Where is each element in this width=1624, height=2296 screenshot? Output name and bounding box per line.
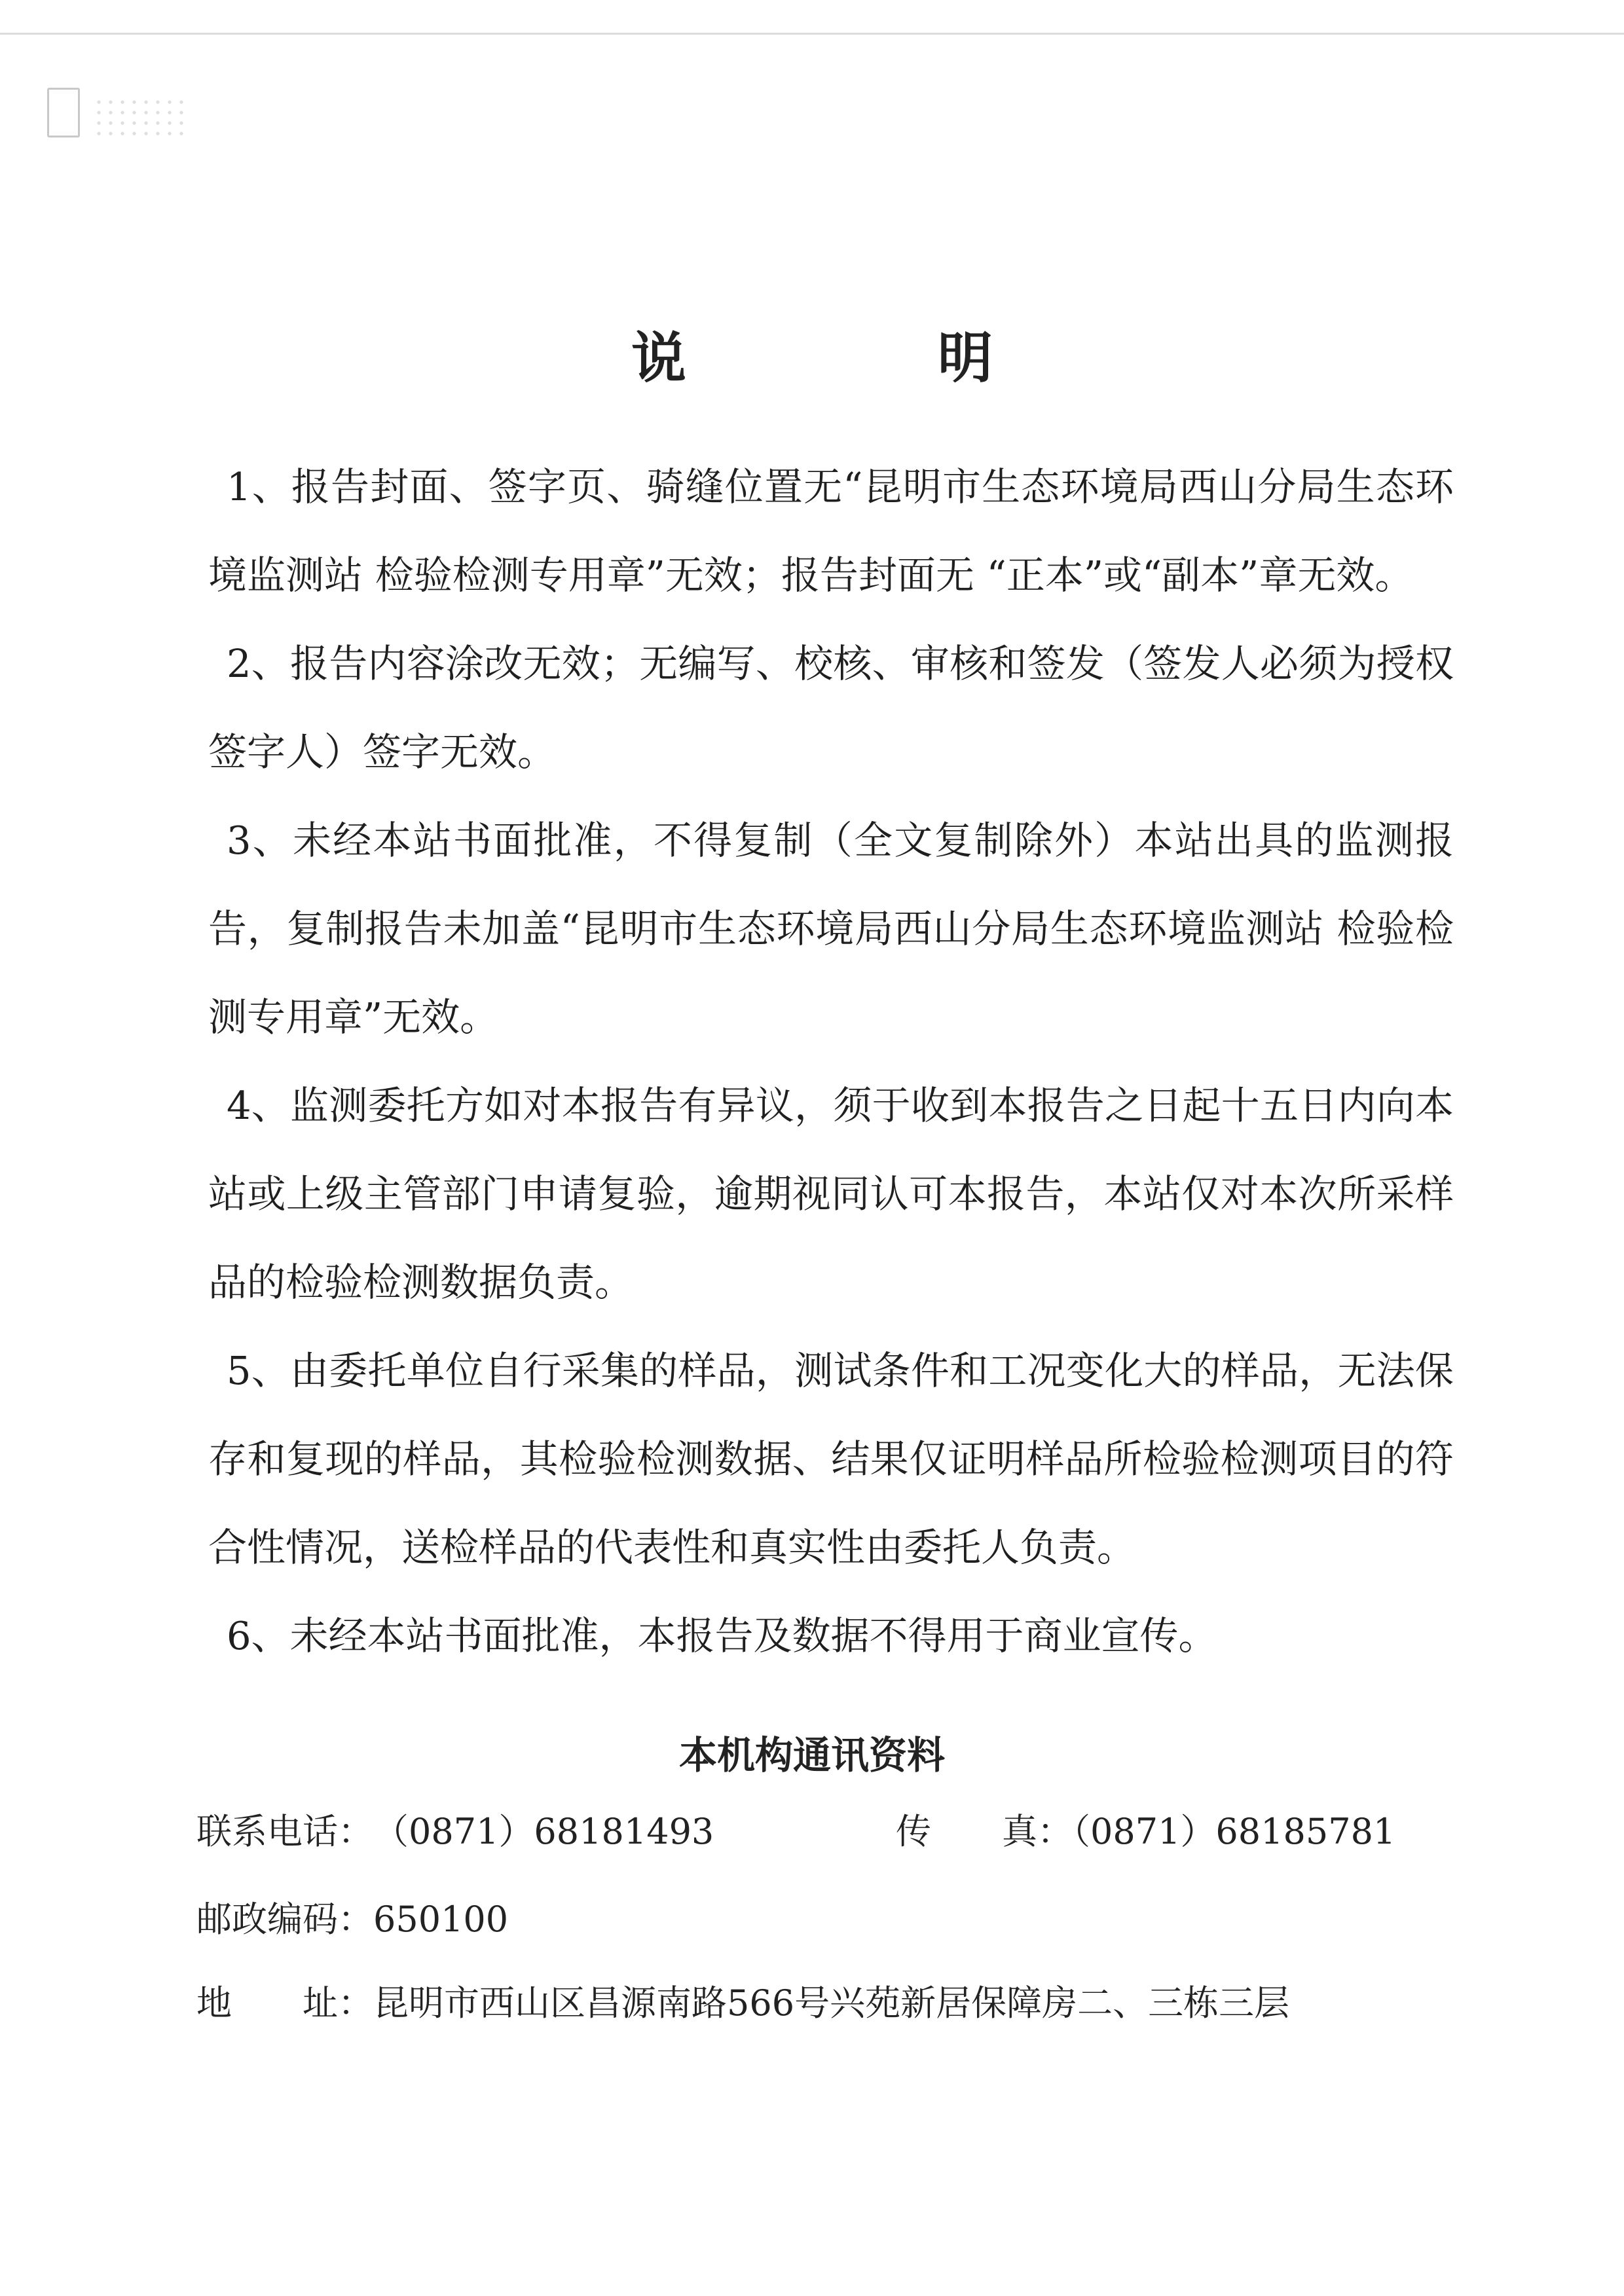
corner-mark-dots xyxy=(93,97,185,136)
postcode-row xyxy=(196,1893,508,1946)
address-row xyxy=(196,1977,1289,2030)
postcode-value: 650100 xyxy=(373,1899,509,1940)
corner-mark-box xyxy=(47,88,80,137)
address-value: 昆明市西山区昌源南路566号兴苑新居保障房二、三栋三层 xyxy=(373,1982,1290,2024)
contact-heading: 本机构通讯资料 xyxy=(678,1733,945,1777)
note-paragraph-6: 6、未经本站书面批准，本报告及数据不得用于商业宣传。 xyxy=(227,1613,1217,1658)
fax-row xyxy=(896,1806,1395,1858)
note-paragraph-4: 4、监测委托方如对本报告有异议，须于收到本报告之日起十五日内向本站或上级主管部门申请复验，逾期视同认可本报告，本站仅对本次所采样品的检验检测数据负责。 xyxy=(208,1083,1454,1305)
phone-value: （0871）68181493 xyxy=(373,1811,714,1852)
address-label: 地 址： xyxy=(196,1982,373,2024)
note-paragraph-1: 1、报告封面、签字页、骑缝位置无“昆明市生态环境局西山分局生态环境监测站 检验检测专用章”无效；报告封面无 “正本”或“副本”章无效。 xyxy=(208,464,1454,598)
note-paragraph-2: 2、报告内容涂改无效；无编写、校核、审核和签发（签发人必须为授权签字人）签字无效。 xyxy=(208,641,1454,774)
postcode-label: 邮政编码： xyxy=(196,1899,373,1940)
phone-row xyxy=(196,1806,714,1858)
scan-edge-line xyxy=(0,33,1624,35)
notes-body xyxy=(208,443,1454,1680)
page-title: 说 明 xyxy=(631,325,1091,390)
fax-label: 传 真： xyxy=(896,1811,1073,1852)
corner-scan-mark xyxy=(41,77,195,164)
note-paragraph-5: 5、由委托单位自行采集的样品，测试条件和工况变化大的样品，无法保存和复现的样品，其检验检测数据、结果仅证明样品所检验检测项目的符合性情况，送检样品的代表性和真实性由委托人负责。 xyxy=(208,1348,1454,1570)
note-paragraph-3: 3、未经本站书面批准，不得复制（全文复制除外）本站出具的监测报告，复制报告未加盖“昆明市生态环境局西山分局生态环境监测站 检验检测专用章”无效。 xyxy=(208,818,1454,1040)
phone-label: 联系电话： xyxy=(196,1811,373,1852)
fax-value: （0871）68185781 xyxy=(1073,1811,1396,1852)
